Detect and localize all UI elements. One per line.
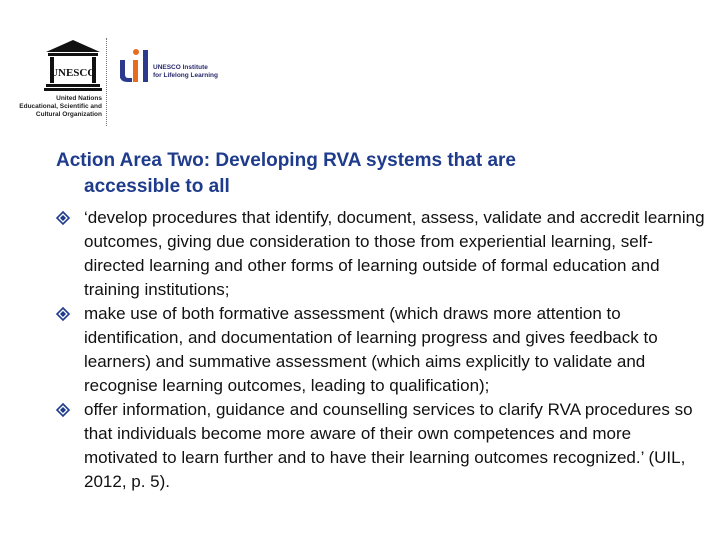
bullet-text: make use of both formative assessment (which draws more attention to identification, and documentation of learning progress and gives feedback to learners) and summative assessment (which aims explicitly to validate and recognise learning outcomes, leading to qualification);: [84, 304, 658, 395]
list-item: [56, 302, 706, 398]
unesco-emblem-icon: [44, 38, 102, 92]
diamond-bullet-icon: [56, 307, 70, 321]
bullet-text: ‘develop procedures that identify, document, assess, validate and accredit learning outcomes, giving due consideration to those from experiential learning, self-directed learning and other forms of learning outside of formal education and training institutions;: [84, 208, 705, 299]
slide-title: [56, 148, 676, 200]
uil-logo-icon: [118, 46, 158, 86]
uil-caption-line: for Lifelong Learning: [153, 72, 218, 79]
list-item: [56, 206, 706, 302]
list-item: [56, 398, 706, 494]
title-line-2: accessible to all: [84, 176, 230, 197]
unesco-caption-line: Cultural Organization: [35, 111, 102, 118]
diamond-bullet-icon: [56, 211, 70, 225]
bullet-text: offer information, guidance and counselling services to clarify RVA procedures so that individuals become more aware of their own competences and more motivated to learn further and to have their learning outcomes recognized.’ (UIL, 2012, p. 5).: [84, 400, 693, 491]
bullet-list: [56, 206, 706, 494]
unesco-emblem-text: UNESCO: [50, 67, 96, 79]
logo-header: [10, 38, 218, 128]
uil-caption-line: UNESCO Institute: [153, 64, 208, 71]
unesco-caption-line: United Nations: [56, 95, 102, 102]
uil-caption: [153, 64, 218, 80]
diamond-bullet-icon: [56, 403, 70, 417]
unesco-caption: [10, 95, 102, 119]
unesco-caption-line: Educational, Scientific and: [19, 103, 102, 110]
title-line-1: Action Area Two: Developing RVA systems that are: [56, 150, 516, 171]
logo-divider: [106, 38, 107, 126]
